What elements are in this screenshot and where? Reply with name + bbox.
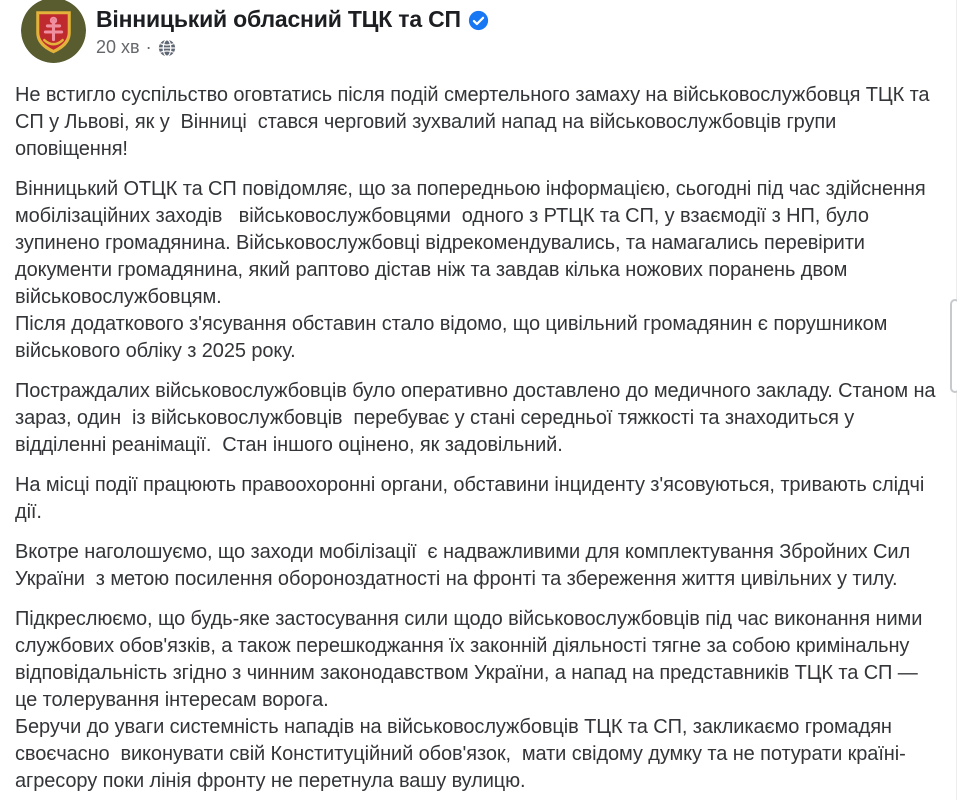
vinnytsia-tcc-emblem-icon (21, 0, 86, 63)
verified-badge-icon (468, 10, 489, 31)
post-timestamp[interactable]: 20 хв (96, 37, 140, 57)
post-paragraph: Підкреслюємо, що будь-яке застосування сили щодо військовослужбовців під час виконання ними службових обов'язків, а також перешкоджання їх законній діяльності тягне за собою кримінальну відповідальність згідно з чинним законодавством України, а напад на представників ТЦК та СП — це толерування інтересам ворога. (15, 608, 928, 711)
public-globe-icon (158, 39, 176, 57)
post-paragraph: Вінницький ОТЦК та СП повідомляє, що за попередньою інформацією, сьогодні під час здійснення мобілізаційних заходів військовослужбовцями одного з РТЦК та СП, у взаємодії з НП, було зупинено громадянина. Військовослужбовці відрекомендувались, та намагались перевірити документи громадянина, який раптово дістав ніж та завдав кілька ножових поранень двом військовослужбовцям. (15, 178, 932, 308)
page-avatar[interactable] (21, 0, 86, 63)
scrollbar-thumb[interactable] (950, 299, 957, 393)
post-header (0, 0, 956, 68)
post-meta (96, 36, 489, 58)
post-paragraph: Вкотре наголошуємо, що заходи мобілізації є надважливими для комплектування Збройних Сил України з метою посилення обороноздатності на фронті та збереження життя цивільних у тилу. (15, 541, 916, 590)
post-paragraph: Після додаткового з'ясування обставин стало відомо, що цивільний громадянин є порушником військового обліку з 2025 року. (15, 313, 893, 362)
post-paragraph: Не встигло суспільство оговтатись після подій смертельного замаху на військовослужбовця ТЦК та СП у Львові, як у Вінниці стався черговий зухвалий напад на військовослужбовців групи оповіщення! (15, 84, 935, 160)
page-name-link[interactable]: Вінницький обласний ТЦК та СП (96, 6, 461, 32)
title-row (96, 5, 489, 33)
meta-separator: · (145, 37, 152, 57)
post-paragraph: Постраждалих військовослужбовців було оперативно доставлено до медичного закладу. Станом на зараз, один із військовослужбовців перебуває у стані середньої тяжкості та знаходиться у відділенні реанімації. Стан іншого оцінено, як задовільний. (15, 380, 941, 456)
post-paragraph: На місці події працюють правоохоронні органи, обставини інциденту з'ясовуються, тривають слідчі дії. (15, 474, 930, 523)
post-text-body (0, 68, 956, 795)
header-text (96, 0, 489, 58)
post-paragraph: Беручи до уваги системність нападів на військовослужбовців ТЦК та СП, закликаємо громадян своєчасно виконувати свій Конституційний обов'язок, мати свідому думку та не потурати країні-агресору поки лінія фронту не перетнула вашу вулицю. (15, 716, 906, 792)
